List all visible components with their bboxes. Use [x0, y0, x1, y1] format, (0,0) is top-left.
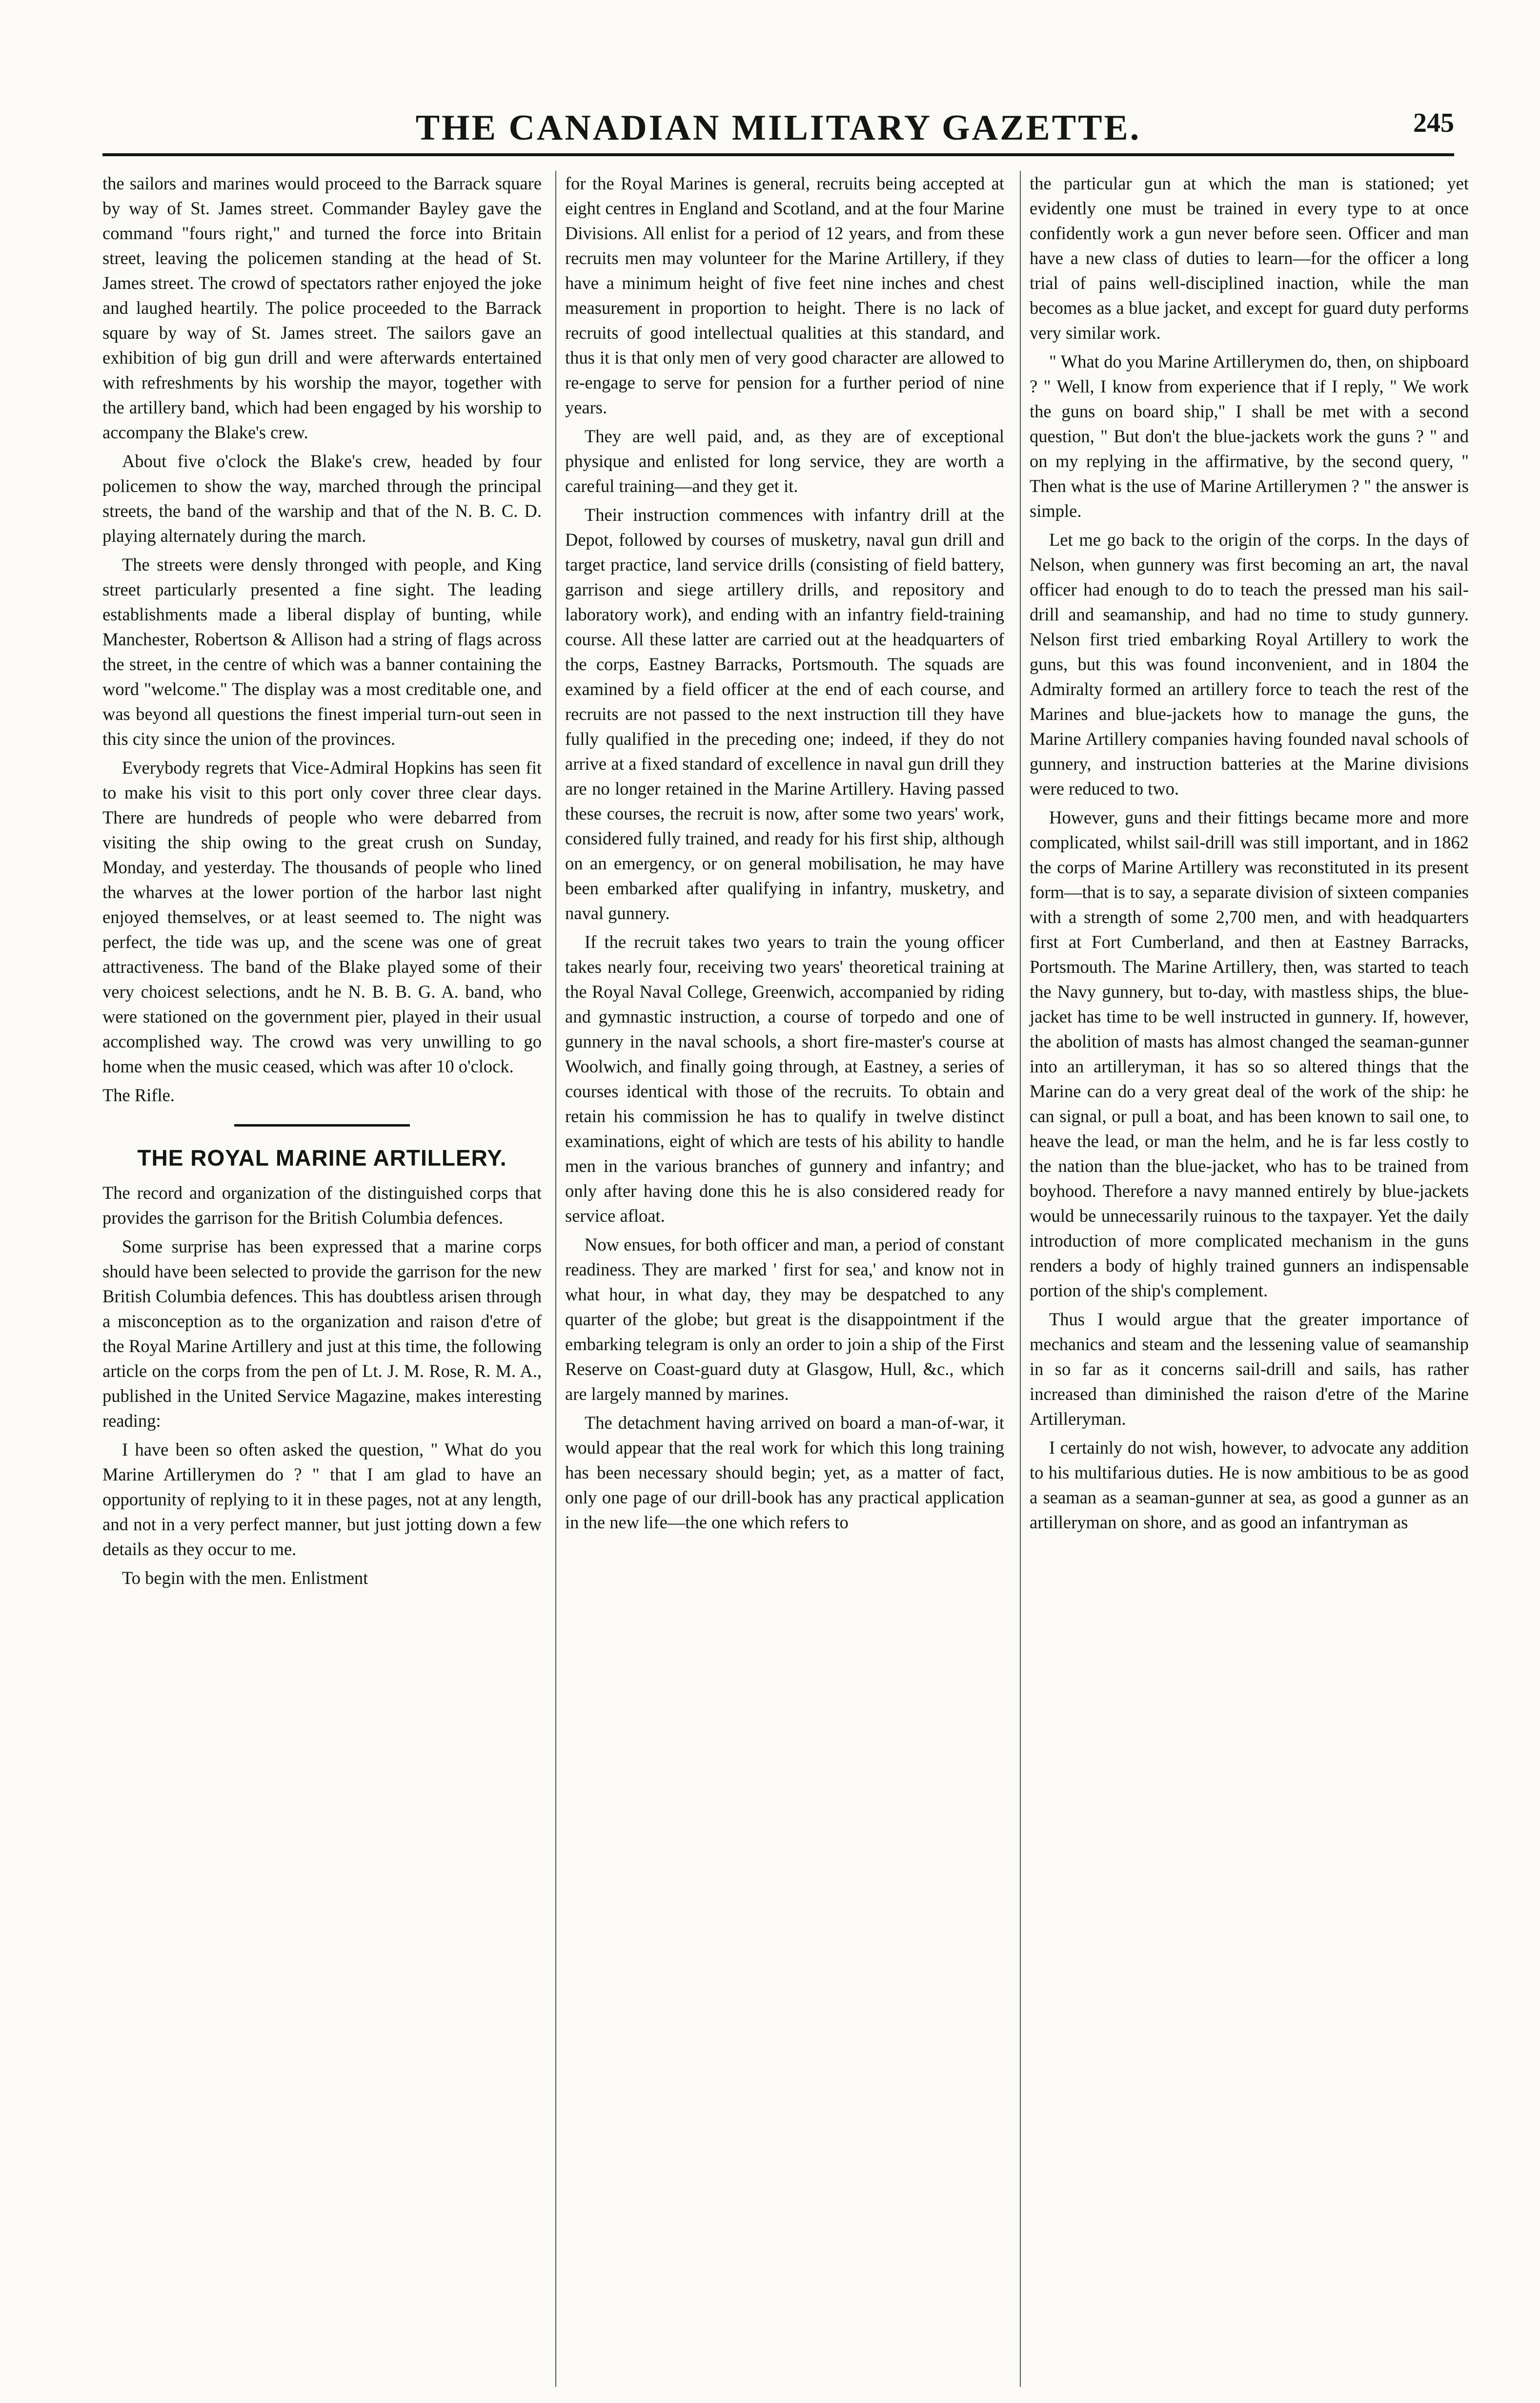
masthead: THE CANADIAN MILITARY GAZETTE. — [415, 108, 1141, 148]
paragraph: Everybody regrets that Vice-Admiral Hopkins has seen fit to make his visit to this port only cover three clear days. There are hundreds of people who were debarred from visiting the ship owing to the great crush on Sunday, Monday, and yesterday. The thousands of people who lined the wharves at the lower portion of the harbor last night enjoyed themselves, or at least seemed to. The night was perfect, the tide was up, and the scene was one of great attractiveness. The band of the Blake played some of their very choicest selections, andt he N. B. B. G. A. band, who were stationed on the government pier, played in their usual accomplished way. The crowd was very unwilling to go home when the music ceased, which was after 10 o'clock. — [102, 758, 542, 1076]
paragraph: I certainly do not wish, however, to advocate any addition to his multifarious duties. He is now ambitious to be as good a seaman as a seaman-gunner at sea, as good a gunner as an artilleryman on shore, and as good an infantryman as — [1030, 1438, 1469, 1532]
paragraph: Let me go back to the origin of the corps. In the days of Nelson, when gunnery was first becoming an art, the naval officer had enough to do to teach the pressed man his sail-drill and seamanship, and had no time to study gunnery. Nelson first tried embarking Royal Artillery to work the guns, but this was found inconvenient, and in 1804 the Admiralty formed an artillery force to teach the rest of the Marines and blue-jackets how to manage the guns, the Marine Artillery companies having founded naval schools of gunnery, and instruction batteries at the Marine divisions were reduced to two. — [1030, 530, 1469, 799]
paragraph: the sailors and marines would proceed to the Barrack square by way of St. James street. Commander Bayley gave the command "fours right," and turned the force into Britain street, leaving the policemen standing at the head of St. James street. The crowd of spectators rather enjoyed the joke and laughed heartily. The police proceeded to the Barrack square by way of St. James street. The sailors gave an exhibition of big gun drill and were afterwards entertained with refreshments by his worship the mayor, together with the artillery band, which had been engaged by his worship to accompany the Blake's crew. — [102, 173, 542, 442]
paragraph: for the Royal Marines is general, recruits being accepted at eight centres in England and Scotland, and at the four Marine Divisions. All enlist for a period of 12 years, and from these recruits men may volunteer for the Marine Artillery, if they have a minimum height of five feet nine inches and chest measurement in proportion to height. There is no lack of recruits of good intellectual qualities at this standard, and thus it is that only men of very good character are allowed to re-engage to serve for pension for a further period of nine years. — [565, 173, 1004, 417]
header-rule — [102, 153, 1454, 156]
column-1 — [102, 171, 542, 1594]
paragraph: Their instruction commences with infantry drill at the Depot, followed by courses of musketry, naval gun drill and target practice, land service drills (consisting of field battery, garrison and siege artillery drills, and repository and laboratory work), and ending with an infantry field-training course. All these latter are carried out at the headquarters of the corps, Eastney Barracks, Portsmouth. The squads are examined by a field officer at the end of each course, and recruits are not passed to the next instruction till they have fully qualified in the preceding one; indeed, if they do not arrive at a fixed standard of excellence in naval gun drill they are no longer retained in the Marine Artillery. Having passed these courses, the recruit is now, after some two years' work, considered fully trained, and ready for his first ship, although on an emergency, or on general mobilisation, he may have been embarked after qualifying in infantry, musketry, and naval gunnery. — [565, 505, 1004, 923]
article-headline: THE ROYAL MARINE ARTILLERY. — [137, 1145, 507, 1171]
paragraph: Thus I would argue that the greater importance of mechanics and steam and the lessening value of seamanship in so far as it concerns sail-drill and sails, has rather increased than diminished the raison d'etre of the Marine Artilleryman. — [1030, 1309, 1469, 1429]
section-rule — [234, 1124, 410, 1127]
paragraph: " What do you Marine Artillerymen do, then, on shipboard ? " Well, I know from experience that if I reply, " We work the guns on board ship," I shall be met with a second question, " But don't the blue-jackets work the guns ? " and on my replying in the affirmative, by the second query, " Then what is the use of Marine Artillerymen ? " the answer is simple. — [1030, 351, 1469, 521]
column-divider — [555, 171, 556, 2387]
column-3 — [1030, 171, 1469, 1539]
paragraph: I have been so often asked the question, " What do you Marine Artillerymen do ? " that I am glad to have an opportunity of replying to it in these pages, not at any length, and not in a very perfect manner, but just jotting down a few details as they occur to me. — [102, 1439, 542, 1559]
paragraph: To begin with the men. Enlistment — [122, 1568, 368, 1588]
page-number: 245 — [1413, 108, 1454, 138]
paragraph: The streets were densly thronged with people, and King street particularly presented a fine sight. The leading establishments made a liberal display of bunting, while Manchester, Robertson & Allison had a string of flags across the street, in the centre of which was a banner containing the word "welcome." The display was a most creditable one, and was beyond all questions the finest imperial turn-out seen in this city since the union of the provinces. — [102, 555, 542, 749]
article-subhead: The record and organization of the distinguished corps that provides the garrison for the British Columbia defences. — [102, 1183, 542, 1228]
paragraph: The detachment having arrived on board a man-of-war, it would appear that the real work for which this long training has been necessary should begin; yet, as a matter of fact, only one page of our drill-book has any practical application in the new life—the one which refers to — [565, 1413, 1004, 1532]
page-header — [102, 107, 1454, 151]
paragraph: the particular gun at which the man is stationed; yet evidently one must be trained in every type to at once confidently work a gun never before seen. Officer and man have a new class of duties to learn—for the officer a long trial of pains well-disciplined inaction, while the man becomes as a blue jacket, and except for guard duty performs very similar work. — [1030, 173, 1469, 343]
paragraph: They are well paid, and, as they are of exceptional physique and enlisted for long service, they are worth a careful training—and they get it. — [565, 426, 1004, 496]
paragraph: Some surprise has been expressed that a marine corps should have been selected to provide the garrison for the new British Columbia defences. This has doubtless arisen through a misconception as to the organization and raison d'etre of the Royal Marine Artillery and just at this time, the following article on the corps from the pen of Lt. J. M. Rose, R. M. A., published in the United Service Magazine, makes interesting reading: — [102, 1236, 542, 1431]
paragraph: About five o'clock the Blake's crew, headed by four policemen to show the way, marched through the principal streets, the band of the warship and that of the N. B. C. D. playing alternately during the march. — [102, 451, 542, 546]
signature: The Rifle. — [102, 1085, 175, 1105]
paragraph: Now ensues, for both officer and man, a period of constant readiness. They are marked ' first for sea,' and know not in what hour, in what day, they may be despatched to any quarter of the globe; but great is the disappointment if the embarking telegram is only an order to join a ship of the First Reserve on Coast-guard duty at Glasgow, Hull, &c., which are largely manned by marines. — [565, 1234, 1004, 1404]
column-2 — [565, 171, 1004, 1539]
paragraph: However, guns and their fittings became more and more complicated, whilst sail-drill was still important, and in 1862 the corps of Marine Artillery was reconstituted in its present form—that is to say, a separate division of sixteen companies with a strength of some 2,700 men, and with headquarters first at Fort Cumberland, and then at Eastney Barracks, Portsmouth. The Marine Artillery, then, was started to teach the Navy gunnery, but to-day, with mastless ships, the blue-jacket has time to be well instructed in gunnery. If, however, the abolition of masts has almost changed the seaman-gunner into an artilleryman, it has so so altered things that the Marine can do a very great deal of the work of the ship: he can signal, or pull a boat, and has been known to sail one, to heave the lead, or man the helm, and he is far less costly to the nation than the blue-jacket, who has to be trained from boyhood. Therefore a navy manned entirely by blue-jackets would be unnecessarily ruinous to the taxpayer. Yet the daily introduction of more complicated mechanism in the guns renders a body of highly trained gunners an indispensable portion of the ship's complement. — [1030, 807, 1469, 1300]
paragraph: If the recruit takes two years to train the young officer takes nearly four, receiving two years' theoretical training at the Royal Naval College, Greenwich, accompanied by riding and gymnastic instruction, a course of torpedo and one of gunnery in the naval schools, a short fire-master's course at Woolwich, and finally going through, at Eastney, a series of courses identical with those of the recruits. To obtain and retain his commission he has to qualify in twelve distinct examinations, eight of which are tests of his ability to handle men in the various branches of gunnery and infantry; and only after having done this he is also considered ready for service afloat. — [565, 932, 1004, 1226]
column-divider — [1020, 171, 1021, 2387]
